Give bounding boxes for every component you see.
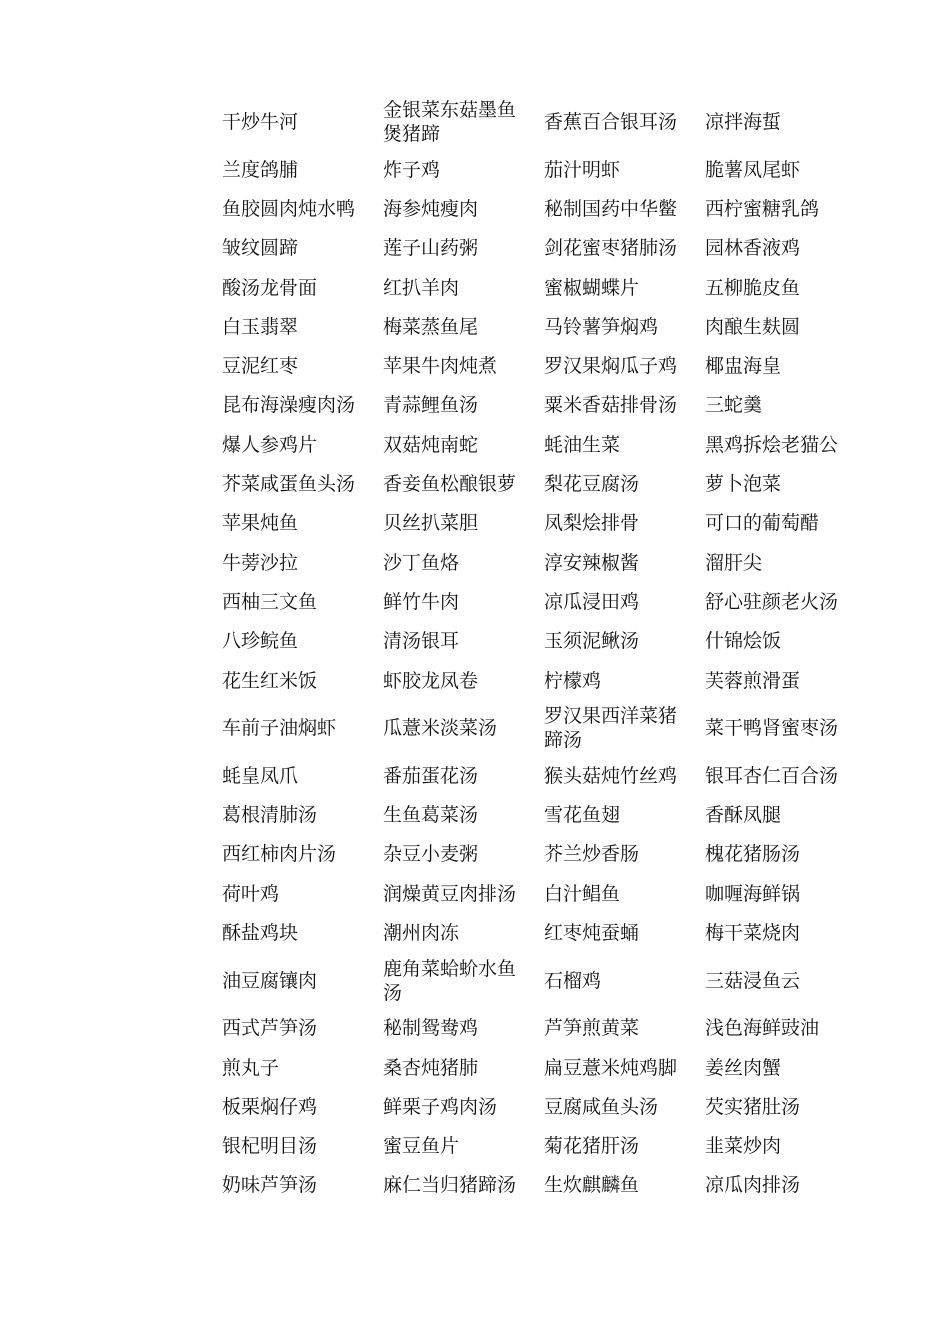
dish-name-cell: 鱼胶圆肉炖水鸭 bbox=[222, 197, 356, 220]
dish-name-cell: 牛蒡沙拉 bbox=[222, 551, 299, 574]
dish-name-cell: 黑鸡拆烩老猫公 bbox=[705, 433, 839, 456]
dish-name-cell: 香蕉百合银耳汤 bbox=[544, 111, 678, 133]
dish-name-cell: 银杞明目汤 bbox=[222, 1135, 318, 1158]
dish-name-cell: 罗汉果西洋菜猪蹄汤 bbox=[544, 705, 678, 752]
dish-name-cell: 银耳杏仁百合汤 bbox=[705, 764, 839, 787]
dish-name-cell: 干炒牛河 bbox=[222, 111, 299, 133]
dish-name-table bbox=[212, 94, 852, 1205]
dish-name-cell: 园林香液鸡 bbox=[705, 237, 801, 260]
table-row bbox=[212, 307, 852, 346]
dish-name-cell: 皱纹圆蹄 bbox=[222, 237, 299, 260]
dish-name-cell: 马铃薯笋焖鸡 bbox=[544, 315, 659, 338]
dish-name-cell: 浅色海鲜豉油 bbox=[705, 1017, 820, 1040]
dish-name-cell: 西柚三文鱼 bbox=[222, 590, 318, 613]
table-row bbox=[212, 1009, 852, 1048]
dish-name-cell: 蜜椒蝴蝶片 bbox=[544, 276, 640, 299]
dish-name-cell: 豆泥红枣 bbox=[222, 355, 299, 378]
dish-name-cell: 凤梨烩排骨 bbox=[544, 512, 640, 535]
table-row bbox=[212, 1166, 852, 1205]
dish-name-cell: 粟米香菇排骨汤 bbox=[544, 394, 678, 417]
dish-name-cell: 葛根清肺汤 bbox=[222, 804, 318, 827]
dish-name-cell: 蚝油生菜 bbox=[544, 433, 621, 456]
dish-name-cell: 西式芦笋汤 bbox=[222, 1017, 318, 1040]
dish-name-cell: 扁豆薏米炖鸡脚 bbox=[544, 1056, 678, 1079]
table-row bbox=[212, 700, 852, 756]
dish-name-cell: 虾胶龙凤卷 bbox=[383, 669, 479, 692]
dish-name-cell: 梅菜蒸鱼尾 bbox=[383, 315, 479, 338]
dish-name-cell: 板栗焖仔鸡 bbox=[222, 1095, 318, 1118]
dish-name-cell: 青蒜鲤鱼汤 bbox=[383, 394, 479, 417]
dish-name-cell: 菜干鸭肾蜜枣汤 bbox=[705, 717, 839, 740]
dish-name-cell: 蚝皇凤爪 bbox=[222, 764, 299, 787]
table-row bbox=[212, 229, 852, 268]
dish-name-cell: 椰盅海皇 bbox=[705, 355, 782, 378]
dish-name-cell: 淳安辣椒酱 bbox=[544, 551, 640, 574]
dish-name-cell: 鹿角菜蛤蚧水鱼汤 bbox=[383, 957, 517, 1004]
dish-name-cell: 梨花豆腐汤 bbox=[544, 473, 640, 496]
table-row bbox=[212, 504, 852, 543]
dish-name-cell: 什锦烩饭 bbox=[705, 630, 782, 653]
table-row bbox=[212, 1048, 852, 1087]
dish-name-cell: 三菇浸鱼云 bbox=[705, 969, 801, 992]
dish-name-cell: 瓜薏米淡菜汤 bbox=[383, 717, 498, 740]
dish-name-cell: 香妾鱼松酿银萝 bbox=[383, 473, 517, 496]
dish-name-cell: 凉瓜肉排汤 bbox=[705, 1174, 801, 1197]
dish-name-cell: 油豆腐镶肉 bbox=[222, 969, 318, 992]
dish-name-cell: 咖喱海鲜锅 bbox=[705, 882, 801, 905]
table-row bbox=[212, 1087, 852, 1126]
dish-name-cell: 奶味芦笋汤 bbox=[222, 1174, 318, 1197]
dish-name-cell: 芦笋煎黄菜 bbox=[544, 1017, 640, 1040]
dish-name-cell: 西柠蜜糖乳鸽 bbox=[705, 197, 820, 220]
table-row bbox=[212, 756, 852, 795]
table-row bbox=[212, 582, 852, 621]
dish-name-cell: 西红柿肉片汤 bbox=[222, 843, 337, 866]
dish-name-cell: 秘制鸳鸯鸡 bbox=[383, 1017, 479, 1040]
dish-name-cell: 白汁鲳鱼 bbox=[544, 882, 621, 905]
dish-name-cell: 爆人参鸡片 bbox=[222, 433, 318, 456]
dish-name-cell: 剑花蜜枣猪肺汤 bbox=[544, 237, 678, 260]
dish-name-cell: 舒心驻颜老火汤 bbox=[705, 590, 839, 613]
table-row bbox=[212, 425, 852, 464]
dish-name-cell: 猴头菇炖竹丝鸡 bbox=[544, 764, 678, 787]
dish-name-cell: 红扒羊肉 bbox=[383, 276, 460, 299]
table-row bbox=[212, 1127, 852, 1166]
dish-table-body bbox=[212, 94, 852, 1205]
table-row bbox=[212, 543, 852, 582]
dish-name-cell: 沙丁鱼烙 bbox=[383, 551, 460, 574]
table-row bbox=[212, 386, 852, 425]
dish-name-cell: 昆布海澡瘦肉汤 bbox=[222, 394, 356, 417]
dish-name-cell: 红枣炖蚕蛹 bbox=[544, 921, 640, 944]
dish-name-cell: 肉酿生麸圆 bbox=[705, 315, 801, 338]
dish-name-cell: 莲子山药粥 bbox=[383, 237, 479, 260]
table-row bbox=[212, 346, 852, 385]
dish-name-cell: 溜肝尖 bbox=[705, 551, 763, 574]
dish-name-cell: 润燥黄豆肉排汤 bbox=[383, 882, 517, 905]
dish-name-cell: 凉瓜浸田鸡 bbox=[544, 590, 640, 613]
table-row bbox=[212, 150, 852, 189]
dish-name-cell: 梅干菜烧肉 bbox=[705, 921, 801, 944]
table-row bbox=[212, 795, 852, 834]
table-row bbox=[212, 464, 852, 503]
dish-name-cell: 菊花猪肝汤 bbox=[544, 1135, 640, 1158]
dish-name-cell: 五柳脆皮鱼 bbox=[705, 276, 801, 299]
dish-name-cell: 潮州肉冻 bbox=[383, 921, 460, 944]
dish-name-cell: 芥菜咸蛋鱼头汤 bbox=[222, 473, 356, 496]
dish-name-cell: 煎丸子 bbox=[222, 1056, 280, 1079]
table-row bbox=[212, 94, 852, 150]
dish-name-cell: 酥盐鸡块 bbox=[222, 921, 299, 944]
table-row bbox=[212, 268, 852, 307]
dish-name-cell: 芡实猪肚汤 bbox=[705, 1095, 801, 1118]
dish-name-cell: 贝丝扒菜胆 bbox=[383, 512, 479, 535]
dish-name-cell: 脆薯凤尾虾 bbox=[705, 158, 801, 181]
dish-name-cell: 柠檬鸡 bbox=[544, 669, 602, 692]
table-row bbox=[212, 622, 852, 661]
dish-name-cell: 桑杏炖猪肺 bbox=[383, 1056, 479, 1079]
dish-name-cell: 茄汁明虾 bbox=[544, 158, 621, 181]
dish-name-cell: 番茄蛋花汤 bbox=[383, 764, 479, 787]
dish-name-cell: 萝卜泡菜 bbox=[705, 473, 782, 496]
dish-name-cell: 芥兰炒香肠 bbox=[544, 843, 640, 866]
dish-name-cell: 金银菜东菇墨鱼煲猪蹄 bbox=[383, 99, 517, 145]
dish-name-cell: 海参炖瘦肉 bbox=[383, 197, 479, 220]
dish-name-cell: 蜜豆鱼片 bbox=[383, 1135, 460, 1158]
dish-name-cell: 车前子油焖虾 bbox=[222, 717, 337, 740]
dish-name-cell: 花生红米饭 bbox=[222, 669, 318, 692]
dish-name-cell: 清汤银耳 bbox=[383, 630, 460, 653]
dish-name-cell: 石榴鸡 bbox=[544, 969, 602, 992]
dish-name-cell: 兰度鸽脯 bbox=[222, 158, 299, 181]
table-row bbox=[212, 189, 852, 228]
dish-name-cell: 三蛇羹 bbox=[705, 394, 763, 417]
dish-name-cell: 双菇炖南蛇 bbox=[383, 433, 479, 456]
dish-name-cell: 鲜栗子鸡肉汤 bbox=[383, 1095, 498, 1118]
dish-name-cell: 豆腐咸鱼头汤 bbox=[544, 1095, 659, 1118]
dish-name-cell: 罗汉果焖瓜子鸡 bbox=[544, 355, 678, 378]
dish-name-cell: 麻仁当归猪蹄汤 bbox=[383, 1174, 517, 1197]
dish-name-cell: 韭菜炒肉 bbox=[705, 1135, 782, 1158]
dish-name-cell: 苹果牛肉炖煮 bbox=[383, 355, 498, 378]
dish-name-cell: 荷叶鸡 bbox=[222, 882, 280, 905]
table-row bbox=[212, 835, 852, 874]
dish-name-cell: 苹果炖鱼 bbox=[222, 512, 299, 535]
dish-name-cell: 芙蓉煎滑蛋 bbox=[705, 669, 801, 692]
dish-name-cell: 八珍鲩鱼 bbox=[222, 630, 299, 653]
dish-name-cell: 玉须泥鳅汤 bbox=[544, 630, 640, 653]
dish-name-cell: 可口的葡萄醋 bbox=[705, 512, 820, 535]
dish-name-cell: 秘制国药中华鳖 bbox=[544, 197, 678, 220]
table-row bbox=[212, 953, 852, 1009]
dish-name-cell: 杂豆小麦粥 bbox=[383, 843, 479, 866]
table-row bbox=[212, 661, 852, 700]
dish-name-cell: 白玉翡翠 bbox=[222, 315, 299, 338]
dish-name-cell: 雪花鱼翅 bbox=[544, 804, 621, 827]
dish-name-cell: 生炊麒麟鱼 bbox=[544, 1174, 640, 1197]
dish-name-cell: 香酥凤腿 bbox=[705, 804, 782, 827]
dish-name-cell: 生鱼葛菜汤 bbox=[383, 804, 479, 827]
dish-name-cell: 槐花猪肠汤 bbox=[705, 843, 801, 866]
table-row bbox=[212, 874, 852, 913]
table-row bbox=[212, 913, 852, 952]
dish-name-cell: 凉拌海蜇 bbox=[705, 111, 782, 133]
dish-name-cell: 姜丝肉蟹 bbox=[705, 1056, 782, 1079]
dish-name-cell: 酸汤龙骨面 bbox=[222, 276, 318, 299]
dish-name-cell: 鲜竹牛肉 bbox=[383, 590, 460, 613]
dish-name-cell: 炸子鸡 bbox=[383, 158, 441, 181]
